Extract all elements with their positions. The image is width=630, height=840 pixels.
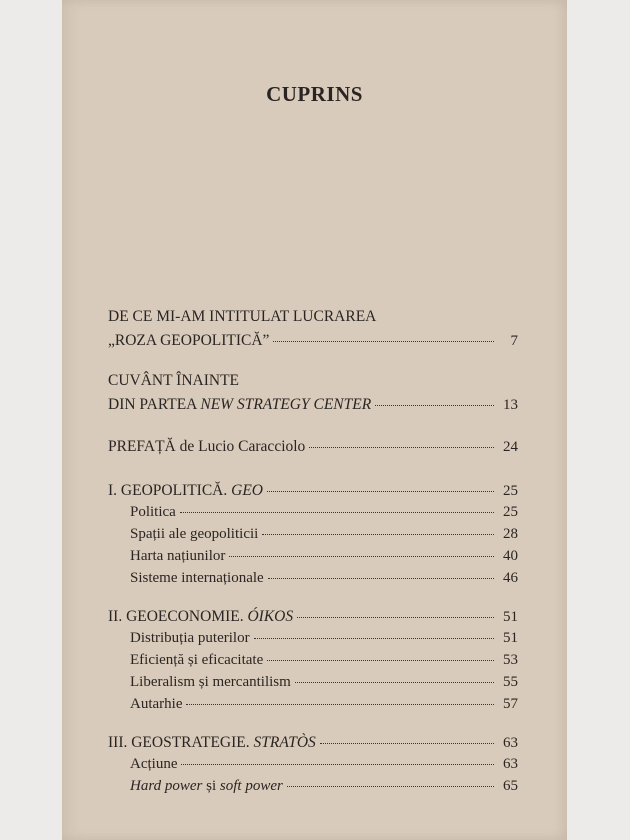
toc-subentry-label: Liberalism și mercantilism	[130, 674, 291, 690]
leader-dots	[295, 682, 494, 683]
leader-dots	[287, 786, 494, 787]
toc-page-number: 40	[503, 548, 518, 564]
toc-entry	[108, 396, 518, 414]
toc-page-number: 25	[503, 483, 518, 499]
leader-dots	[268, 578, 494, 579]
toc-entry-line: CUVÂNT ÎNAINTE	[108, 372, 240, 389]
toc-entry-label: DIN PARTEA NEW STRATEGY CENTER	[108, 396, 372, 413]
toc-subentry-label: Politica	[130, 504, 176, 520]
chapter-heading	[108, 734, 518, 752]
toc-subentry-label: Sisteme internaționale	[130, 570, 264, 586]
leader-dots	[181, 764, 494, 765]
toc-page-number: 24	[503, 439, 518, 455]
toc-page-number: 25	[503, 504, 518, 520]
leader-dots	[320, 743, 494, 744]
toc-subentry-label: Spații ale geopoliticii	[130, 526, 259, 542]
toc-subentry-label: Acțiune	[130, 756, 178, 772]
leader-dots	[375, 405, 494, 406]
page-title: CUPRINS	[266, 82, 363, 106]
leader-dots	[186, 704, 494, 705]
toc-subentry-label: Distribuția puterilor	[130, 630, 250, 646]
toc-page-number: 63	[503, 756, 518, 772]
toc-page-number: 57	[503, 696, 518, 712]
toc-subentry	[130, 570, 518, 587]
leader-dots	[273, 341, 494, 342]
leader-dots	[267, 660, 494, 661]
leader-dots	[229, 556, 494, 557]
toc-entry-label: „ROZA GEOPOLITICĂ”	[108, 332, 270, 349]
chapter-title: II. GEOECONOMIE. ÓIKOS	[108, 608, 294, 625]
book-page	[62, 0, 567, 840]
toc-page-number: 55	[503, 674, 518, 690]
chapter-title: I. GEOPOLITICĂ. GEO	[108, 482, 263, 499]
toc-page-number: 65	[503, 778, 518, 794]
toc-entry	[108, 332, 518, 350]
toc-entry-label: PREFAȚĂ de Lucio Caracciolo	[108, 438, 306, 455]
leader-dots	[309, 447, 494, 448]
leader-dots	[180, 512, 494, 513]
toc-page-number: 28	[503, 526, 518, 542]
toc-subentry	[130, 696, 518, 713]
chapter-heading	[108, 608, 518, 626]
leader-dots	[267, 491, 494, 492]
toc-page-number: 13	[503, 397, 518, 413]
leader-dots	[254, 638, 494, 639]
toc-subentry	[130, 548, 518, 565]
chapter-heading	[108, 482, 518, 500]
leader-dots	[297, 617, 494, 618]
toc-subentry	[130, 526, 518, 543]
toc-subentry	[130, 630, 518, 647]
toc-subentry	[130, 504, 518, 521]
leader-dots	[262, 534, 494, 535]
chapter-title: III. GEOSTRATEGIE. STRATÒS	[108, 734, 316, 751]
toc-page-number: 53	[503, 652, 518, 668]
toc-subentry	[130, 652, 518, 669]
toc-subentry-label: Autarhie	[130, 696, 183, 712]
toc-subentry-label: Eficiență și eficacitate	[130, 652, 264, 668]
toc-page-number: 51	[503, 630, 518, 646]
toc-page-number: 63	[503, 735, 518, 751]
toc-subentry	[130, 778, 518, 795]
toc-subentry-label: Harta națiunilor	[130, 548, 226, 564]
toc-subentry-label: Hard power și soft power	[130, 778, 283, 794]
toc-subentry	[130, 674, 518, 691]
toc-page-number: 7	[510, 333, 518, 349]
toc-entry-line: DE CE MI-AM INTITULAT LUCRAREA	[108, 308, 377, 325]
toc-page-number: 46	[503, 570, 518, 586]
toc-subentry	[130, 756, 518, 773]
toc-entry	[108, 438, 518, 456]
toc-page-number: 51	[503, 609, 518, 625]
